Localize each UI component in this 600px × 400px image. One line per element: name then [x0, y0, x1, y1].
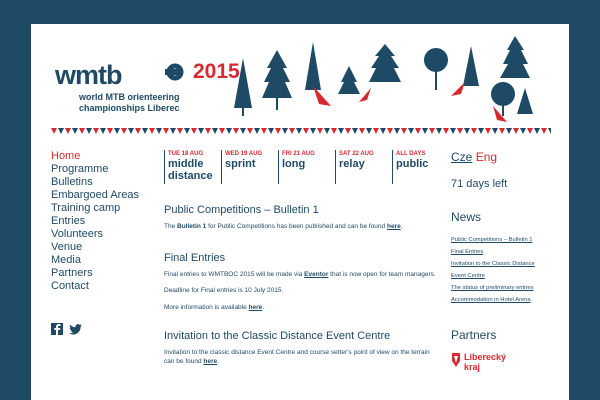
twitter-icon[interactable]: [69, 322, 82, 340]
decorative-flag-strip: [51, 128, 551, 136]
nav-bulletins[interactable]: Bulletins: [51, 176, 93, 188]
lang-eng[interactable]: Eng: [475, 150, 498, 164]
race-date: SAT 22 AUG: [339, 151, 374, 157]
logo-subtitle-line2: championships Liberec: [79, 103, 180, 113]
race-name: sprint: [225, 158, 256, 170]
article-bulletin: [164, 204, 439, 232]
news-item[interactable]: Public Competitions – Bulletin 1: [451, 237, 533, 243]
race-long[interactable]: [278, 150, 332, 184]
facebook-icon[interactable]: [51, 322, 63, 340]
race-name: long: [282, 158, 306, 170]
race-name: public: [396, 158, 429, 170]
article-text: Final entries to WMTBOC 2015 will be made via Eventor that is now open for team managers.: [164, 270, 436, 278]
partner-logo-line2: kraj: [464, 362, 481, 372]
countdown: 71 days left: [451, 178, 508, 190]
partner-logo-line1: Liberecký: [464, 352, 507, 362]
news-item[interactable]: Final Entries: [451, 249, 484, 255]
article-title[interactable]: Public Competitions – Bulletin 1: [164, 204, 319, 216]
main-content: [164, 204, 439, 366]
logo-subtitle-line1: world MTB orienteering: [79, 92, 180, 102]
news-heading: News: [451, 210, 482, 224]
lang-cze[interactable]: Cze: [451, 150, 473, 164]
race-sprint[interactable]: [221, 150, 275, 184]
nav-media[interactable]: Media: [51, 254, 81, 266]
race-date: TUE 18 AUG: [168, 151, 204, 157]
nav-volunteers[interactable]: Volunteers: [51, 228, 103, 240]
nav-venue[interactable]: Venue: [51, 241, 83, 253]
header: [31, 24, 569, 124]
article-link[interactable]: here: [386, 223, 401, 230]
race-date: FRI 21 AUG: [282, 151, 315, 157]
nav-programme[interactable]: Programme: [51, 163, 109, 175]
article-text: More information is available here.: [164, 303, 265, 311]
article-link[interactable]: here: [248, 303, 263, 311]
article-text: The Bulletin 1 for Public Competitions has been published and can be found here.: [164, 223, 403, 230]
liberecky-kraj-emblem-icon: [451, 352, 461, 368]
race-schedule: [164, 150, 434, 184]
race-name-line2: distance: [168, 170, 213, 182]
logo-wordmark: wmtb: [55, 60, 122, 90]
nav-embargoed-areas[interactable]: Embargoed Areas: [51, 189, 140, 201]
article-link[interactable]: here: [203, 357, 218, 365]
nav-contact[interactable]: Contact: [51, 280, 89, 292]
article-title[interactable]: Final Entries: [164, 251, 226, 264]
main-nav: [51, 150, 151, 293]
article-text: Invitation to the classic distance Event Centre and course setter's point of view on the terrain can be found here.: [164, 349, 430, 365]
article-text: Deadline for Final entries is 10 July 2015.: [164, 287, 284, 294]
social-links: [51, 322, 82, 340]
race-middle-distance[interactable]: [164, 150, 220, 184]
race-name: middle: [168, 158, 204, 170]
news-item[interactable]: The status of preliminary entries: [451, 285, 534, 291]
partners-heading: Partners: [451, 328, 497, 342]
race-name: relay: [339, 158, 365, 170]
race-date: ALL DAYS: [396, 151, 426, 157]
nav-entries[interactable]: Entries: [51, 215, 86, 227]
partner-liberecky-kraj-logo[interactable]: [451, 352, 561, 372]
nav-partners[interactable]: Partners: [51, 267, 93, 279]
news-item[interactable]: Accommodation in Hotel Arena: [451, 297, 531, 303]
news-item[interactable]: Invitation to the Classic Distance: [451, 261, 535, 267]
nav-home[interactable]: Home: [51, 150, 81, 162]
logo-year: 2015: [193, 60, 240, 83]
eventor-link[interactable]: Eventor: [304, 270, 329, 278]
race-public[interactable]: [392, 150, 436, 184]
page-container: [31, 24, 569, 400]
article-invitation: [164, 330, 439, 366]
news-list: [451, 234, 561, 306]
language-switcher: [451, 150, 561, 164]
right-sidebar: [451, 150, 561, 372]
race-date: WED 19 AUG: [225, 151, 263, 157]
forest-illustration: [31, 24, 569, 124]
article-final-entries: [164, 252, 439, 313]
article-title[interactable]: Invitation to the Classic Distance Event Centre: [164, 330, 391, 342]
nav-training-camp[interactable]: Training camp: [51, 202, 121, 214]
news-item[interactable]: Event Centre: [451, 273, 485, 279]
race-relay[interactable]: [335, 150, 389, 184]
